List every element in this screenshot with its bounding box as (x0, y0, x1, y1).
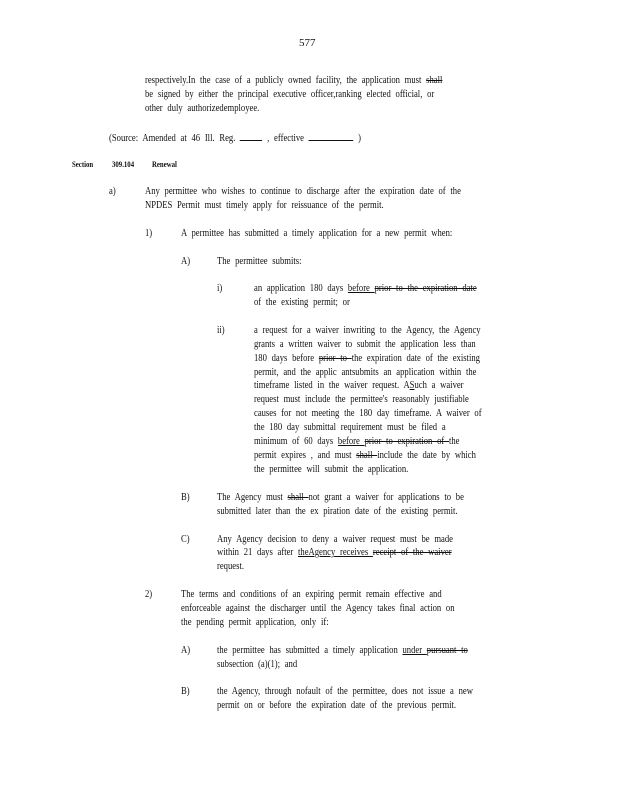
item-ii-line-6: request must include the permittee's reasonably justifiable (254, 394, 469, 405)
item-2B-label: B) (181, 686, 190, 697)
page-number: 577 (299, 37, 316, 49)
item-ii-line-1: a request for a waiver inwriting to the Agency, the Agency (254, 325, 481, 336)
item-2B-line-2: permit on or before the expiration date of the previous permit. (217, 700, 457, 711)
item-ii-line-3: 180 days before prior to the expiration date of the existing (254, 353, 480, 364)
item-1-label: 1) (145, 228, 153, 239)
subsection-a-line-1: Any permittee who wishes to continue to discharge after the expiration date of the (145, 186, 461, 197)
item-ii-line-7: causes for not meeting the 180 day timeframe. A waiver of (254, 408, 482, 419)
item-1A-text: The permittee submits: (217, 256, 302, 267)
item-2-label: 2) (145, 589, 153, 600)
item-ii-line-2: grants a written waiver to submit the application less than (254, 339, 476, 350)
item-1B-label: B) (181, 492, 190, 503)
section-label: Section (72, 159, 94, 169)
item-2A-line-1: the permittee has submitted a timely application under pursuant to (217, 645, 468, 656)
item-1C-line-1: Any Agency decision to deny a waiver request must be made (217, 534, 453, 545)
item-ii-line-4: permit, and the applic antsubmits an application within the (254, 367, 477, 378)
section-title: Renewal (152, 159, 177, 169)
item-i-line-2: of the existing permit; or (254, 297, 350, 308)
item-ii-line-10: permit expires , and must shall include the date by which (254, 450, 476, 461)
item-ii-line-11: the permittee will submit the application. (254, 464, 409, 475)
section-number: 309.104 (112, 159, 135, 169)
subsection-a-label: a) (109, 186, 116, 197)
item-2-line-2: enforceable against the discharger until the Agency takes final action on (181, 603, 455, 614)
source-note: (Source: Amended at 46 Ill. Reg. , effective ) (109, 130, 361, 145)
item-1C-label: C) (181, 534, 190, 545)
item-2A-label: A) (181, 645, 191, 656)
item-1C-line-2: within 21 days after theAgency receives receipt of the waiver (217, 547, 452, 558)
item-2B-line-1: the Agency, through nofault of the permittee, does not issue a new (217, 686, 473, 697)
item-2-line-1: The terms and conditions of an expiring permit remain effective and (181, 589, 442, 600)
item-1B-line-1: The Agency must shall not grant a waiver for applications to be (217, 492, 464, 503)
intro-line-2: be signed by either the principal executive officer,ranking elected official, or (145, 89, 435, 100)
item-i-line-1: an application 180 days before prior to the expiration date (254, 283, 477, 294)
intro-line-3: other duly authorizedemployee. (145, 103, 260, 114)
item-ii-line-5: timeframe listed in the waiver request. ASuch a waiver (254, 380, 464, 391)
item-ii-label: ii) (217, 325, 225, 336)
item-2A-line-2: subsection (a)(1); and (217, 659, 298, 670)
item-ii-line-8: the 180 day submittal requirement must be filed a (254, 422, 446, 433)
item-2-line-3: the pending permit application, only if: (181, 617, 329, 628)
item-1A-label: A) (181, 256, 191, 267)
item-1B-line-2: submitted later than the ex piration date of the existing permit. (217, 506, 458, 517)
subsection-a-line-2: NPDES Permit must timely apply for reissuance of the permit. (145, 200, 384, 211)
item-1C-line-3: request. (217, 561, 244, 572)
item-ii-line-9: minimum of 60 days before prior to expiration of the (254, 436, 460, 447)
item-i-label: i) (217, 283, 223, 294)
item-1-text: A permittee has submitted a timely application for a new permit when: (181, 228, 453, 239)
intro-line-1: respectively.In the case of a publicly owned facility, the application must shall (145, 75, 443, 86)
